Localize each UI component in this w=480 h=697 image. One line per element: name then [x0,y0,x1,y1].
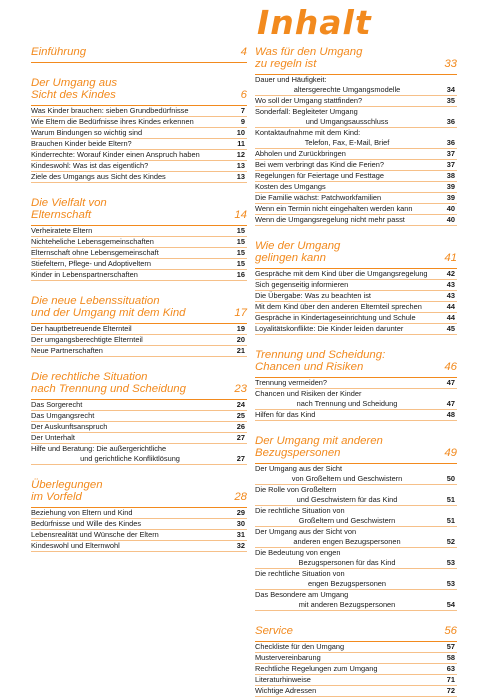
toc-entry[interactable] [31,324,247,335]
section-title-line1: Trennung und Scheidung: [255,349,386,361]
entry-title: Gespräche mit dem Kind über die Umgangsregelung [255,269,428,278]
entry-title: Das Sorgerecht [31,400,83,409]
toc-entry[interactable] [255,675,457,686]
toc-entry[interactable] [255,389,457,410]
section-title-line2: Bezugspersonen [255,447,341,459]
entry-title: Trennung vermeiden? [255,378,328,387]
entry-title: Mustervereinbarung [255,653,321,662]
entry-page: 54 [446,600,455,609]
toc-entry[interactable] [255,215,457,226]
entry-page: 15 [236,237,245,246]
entry-title: Kontaktaufnahme mit dem Kind: [255,128,361,137]
section-title-line2: nach Trennung und Scheidung [31,383,186,395]
toc-section-lebenssituation [31,295,247,357]
toc-entry[interactable] [255,96,457,107]
section-title-line1: Service [255,625,293,637]
entry-page: 13 [236,161,245,170]
section-heading[interactable] [255,625,457,637]
section-page: 17 [234,307,247,319]
entry-title: Wie Eltern die Bedürfnisse ihres Kindes erkennen [31,117,194,126]
section-title-line2: und der Umgang mit dem Kind [31,307,186,319]
toc-section-gelingen [255,240,457,335]
section-rule [31,62,247,63]
entry-page: 40 [446,215,455,224]
entry-page: 72 [446,686,455,695]
section-title-line2: Elternschaft [31,209,92,221]
toc-entry[interactable] [31,541,247,552]
section-page: 56 [444,625,457,637]
section-title-line1: Überlegungen [31,479,103,491]
entry-title: Hilfen für das Kind [255,410,316,419]
entry-title: Der Umgang aus der Sicht von [255,527,357,536]
section-title-line1: Was für den Umgang [255,46,363,58]
entry-title-continued: von Großeltern und Geschwistern [291,474,403,483]
entry-title: Abholen und Zurückbringen [255,149,346,158]
entry-title: Der umgangsberechtigte Elternteil [31,335,143,344]
toc-section-sicht-des-kindes [31,77,247,183]
entry-page: 37 [446,149,455,158]
section-heading[interactable] [31,46,247,58]
entry-page: 35 [446,96,455,105]
toc-entry[interactable] [255,269,457,280]
entry-page: 15 [236,259,245,268]
toc-entry[interactable] [255,378,457,389]
entry-title: Die rechtliche Situation von [255,569,345,578]
entry-title: Die rechtliche Situation von [255,506,345,515]
toc-entry[interactable] [255,527,457,548]
toc-entry[interactable] [31,346,247,357]
entry-page: 12 [236,150,245,159]
entry-page: 25 [236,411,245,420]
entry-title: Was Kinder brauchen: sieben Grundbedürfnisse [31,106,189,115]
entry-page: 15 [236,248,245,257]
entry-page: 50 [446,474,455,483]
entry-title-continued: nach Trennung und Scheidung [296,399,398,408]
toc-entry[interactable] [31,444,247,465]
toc-entry[interactable] [255,464,457,485]
section-heading[interactable] [31,295,247,319]
toc-entry[interactable] [255,75,457,96]
entry-page: 34 [446,85,455,94]
toc-section-rechtliche-situation [31,371,247,465]
toc-entry[interactable] [255,324,457,335]
entry-title: Loyalitätskonflikte: Die Kinder leiden darunter [255,324,404,333]
toc-section-einfuehrung [31,46,247,63]
section-title-line1: Die rechtliche Situation [31,371,148,383]
entry-title-continued: mit anderen Bezugspersonen [298,600,396,609]
toc-entry[interactable] [255,193,457,204]
entry-page: 36 [446,117,455,126]
toc-section-service [255,625,457,697]
toc-entry[interactable] [255,149,457,160]
entry-page: 39 [446,182,455,191]
entry-page: 24 [236,400,245,409]
section-title-line1: Die Vielfalt von [31,197,107,209]
toc-entry[interactable] [255,160,457,171]
entry-title-continued: und Geschwistern für das Kind [296,495,398,504]
toc-entry[interactable] [255,686,457,697]
toc-entry[interactable] [255,313,457,324]
entry-title: Wichtige Adressen [255,686,317,695]
toc-entry[interactable] [31,237,247,248]
entry-page: 15 [236,226,245,235]
toc-entry[interactable] [255,653,457,664]
section-heading[interactable] [31,371,247,395]
toc-entry[interactable] [255,204,457,215]
section-title-line2: zu regeln ist [255,58,317,70]
entry-page: 58 [446,653,455,662]
entry-page: 43 [446,280,455,289]
toc-entry[interactable] [255,506,457,527]
entry-title: Gespräche in Kindertageseinrichtung und Schule [255,313,416,322]
entry-page: 44 [446,313,455,322]
toc-entry[interactable] [255,182,457,193]
section-page: 4 [240,46,247,58]
section-page: 33 [444,58,457,70]
entry-page: 47 [446,399,455,408]
entry-title: Dauer und Häufigkeit: [255,75,327,84]
section-heading[interactable] [255,46,457,70]
entry-page: 43 [446,291,455,300]
entry-title: Brauchen Kinder beide Eltern? [31,139,132,148]
toc-entry[interactable] [255,280,457,291]
section-page: 41 [444,252,457,264]
entry-title: Kinder in Lebenspartnerschaften [31,270,138,279]
entry-title: Mit dem Kind über den anderen Elternteil sprechen [255,302,422,311]
entry-title: Beziehung von Eltern und Kind [31,508,133,517]
toc-entry[interactable] [255,291,457,302]
entry-title: Die Familie wächst: Patchworkfamilien [255,193,382,202]
entry-title: Wenn die Umgangsregelung nicht mehr passt [255,215,405,224]
entry-page: 30 [236,519,245,528]
toc-entry[interactable] [255,590,457,611]
entry-title: Das Umgangsrecht [31,411,95,420]
entry-title: Kosten des Umgangs [255,182,326,191]
entry-page: 26 [236,422,245,431]
section-heading[interactable] [31,197,247,221]
toc-entry[interactable] [31,248,247,259]
entry-page: 42 [446,269,455,278]
entry-page: 38 [446,171,455,180]
toc-entry[interactable] [31,335,247,346]
page-title: Inhalt [257,3,372,42]
entry-title: Die Bedeutung von engen [255,548,341,557]
toc-entry[interactable] [255,664,457,675]
entry-page: 11 [237,139,245,148]
entry-title: Regelungen für Feiertage und Festtage [255,171,385,180]
toc-entry[interactable] [255,548,457,569]
section-page: 28 [234,491,247,503]
toc-section-zu-regeln [255,46,457,226]
toc-entry[interactable] [255,302,457,313]
entry-page: 27 [236,433,245,442]
entry-title: Neue Partnerschaften [31,346,103,355]
entry-title: Die Übergabe: Was zu beachten ist [255,291,371,300]
section-title-line1: Der Umgang mit anderen [255,435,383,447]
toc-entry[interactable] [255,171,457,182]
entry-title: Der Umgang aus der Sicht [255,464,343,473]
toc-entry[interactable] [31,530,247,541]
entry-title: Bei wem verbringt das Kind die Ferien? [255,160,384,169]
toc-entry[interactable] [31,161,247,172]
entry-page: 47 [446,378,455,387]
section-title-line1: Die neue Lebenssituation [31,295,160,307]
section-page: 49 [444,447,457,459]
entry-title: Lebensrealität und Wünsche der Eltern [31,530,159,539]
toc-entry[interactable] [31,139,247,150]
toc-section-elternschaft [31,197,247,281]
entry-page: 13 [236,172,245,181]
entry-page: 20 [236,335,245,344]
entry-title: Kindeswohl: Was ist das eigentlich? [31,161,149,170]
toc-entry[interactable] [255,107,457,128]
entry-title: Chancen und Risiken der Kinder [255,389,362,398]
entry-title: Kinderrechte: Worauf Kinder einen Anspruch haben [31,150,200,159]
entry-page: 37 [446,160,455,169]
entry-page: 53 [446,579,455,588]
entry-title-continued: Bezugspersonen für das Kind [298,558,396,567]
entry-page: 31 [236,530,245,539]
section-page: 6 [240,89,247,101]
section-title-line2: Chancen und Risiken [255,361,364,373]
entry-title-continued: altersgerechte Umgangsmodelle [293,85,401,94]
entry-title: Verheiratete Eltern [31,226,93,235]
toc-entry[interactable] [31,117,247,128]
entry-page: 10 [236,128,245,137]
entry-title: Sich gegenseitig informieren [255,280,349,289]
section-heading[interactable] [31,77,247,101]
entry-page: 51 [446,516,455,525]
entry-title: Ziele des Umgangs aus Sicht des Kindes [31,172,166,181]
entry-page: 16 [236,270,245,279]
toc-entry[interactable] [31,411,247,422]
section-heading[interactable] [255,349,457,373]
entry-title: Die Rolle von Großeltern [255,485,337,494]
entry-page: 36 [446,138,455,147]
entry-title: Bedürfnisse und Wille des Kindes [31,519,142,528]
entry-title: Stiefeltern, Pflege- und Adoptiveltern [31,259,151,268]
entry-page: 32 [236,541,245,550]
entry-title: Checkliste für den Umgang [255,642,345,651]
entry-page: 19 [236,324,245,333]
toc-entry[interactable] [31,270,247,281]
entry-page: 52 [446,537,455,546]
entry-page: 63 [446,664,455,673]
entry-page: 57 [446,642,455,651]
toc-section-vorfeld [31,479,247,552]
entry-page: 40 [446,204,455,213]
entry-page: 9 [240,117,245,126]
entry-page: 48 [446,410,455,419]
section-heading[interactable] [255,240,457,264]
toc-entry[interactable] [255,569,457,590]
entry-title: Literaturhinweise [255,675,311,684]
section-title-line1: Der Umgang aus [31,77,118,89]
toc-section-chancen-risiken [255,349,457,421]
entry-title: Nichteheliche Lebensgemeinschaften [31,237,154,246]
entry-page: 27 [236,454,245,463]
entry-title-continued: und gerichtliche Konfliktlösung [80,454,180,463]
toc-entry[interactable] [255,128,457,149]
section-page: 23 [234,383,247,395]
entry-title: Der hauptbetreuende Elternteil [31,324,132,333]
entry-page: 21 [236,346,245,355]
section-title-line2: im Vorfeld [31,491,82,503]
entry-title-continued: engen Bezugspersonen [307,579,387,588]
toc-entry[interactable] [31,106,247,117]
section-heading[interactable] [31,479,247,503]
entry-title: Kindeswohl und Elternwohl [31,541,120,550]
entry-page: 44 [446,302,455,311]
entry-title-continued: Telefon, Fax, E-Mail, Brief [304,138,390,147]
entry-title-continued: anderen engen Bezugspersonen [293,537,401,546]
entry-title: Das Besondere am Umgang [255,590,349,599]
section-title-line1: Wie der Umgang [255,240,341,252]
entry-title: Warum Bindungen so wichtig sind [31,128,143,137]
entry-title: Hilfe und Beratung: Die außergerichtliche [31,444,167,453]
toc-entry[interactable] [31,128,247,139]
toc-entry[interactable] [31,259,247,270]
section-page: 14 [234,209,247,221]
section-heading[interactable] [255,435,457,459]
entry-title: Sonderfall: Begleiteter Umgang [255,107,358,116]
toc-section-bezugspersonen [255,435,457,611]
entry-title-continued: und Umgangsausschluss [305,117,389,126]
toc-entry[interactable] [31,400,247,411]
entry-page: 29 [236,508,245,517]
toc-entry[interactable] [31,226,247,237]
toc-entry[interactable] [255,410,457,421]
section-page: 46 [444,361,457,373]
entry-title: Der Auskunftsanspruch [31,422,108,431]
entry-page: 45 [446,324,455,333]
section-title-line2: Sicht des Kindes [31,89,116,101]
entry-title: Wenn ein Termin nicht eingehalten werden kann [255,204,413,213]
entry-title: Rechtliche Regelungen zum Umgang [255,664,378,673]
toc-entry[interactable] [31,433,247,444]
toc-entry[interactable] [31,150,247,161]
entry-title-continued: Großeltern und Geschwistern [298,516,396,525]
entry-page: 53 [446,558,455,567]
toc-entry[interactable] [255,485,457,506]
toc-entry[interactable] [31,422,247,433]
section-title-line1: Einführung [31,46,87,58]
entry-title: Der Unterhalt [31,433,75,442]
entry-page: 51 [446,495,455,504]
toc-left-column [31,46,247,552]
entry-page: 71 [446,675,455,684]
toc-entry[interactable] [255,642,457,653]
entry-title: Elternschaft ohne Lebensgemeinschaft [31,248,159,257]
entry-page: 7 [240,106,245,115]
section-title-line2: gelingen kann [255,252,326,264]
toc-entry[interactable] [31,519,247,530]
toc-right-column [255,46,457,697]
toc-entry[interactable] [31,508,247,519]
entry-title: Wo soll der Umgang stattfinden? [255,96,363,105]
toc-entry[interactable] [31,172,247,183]
entry-page: 39 [446,193,455,202]
